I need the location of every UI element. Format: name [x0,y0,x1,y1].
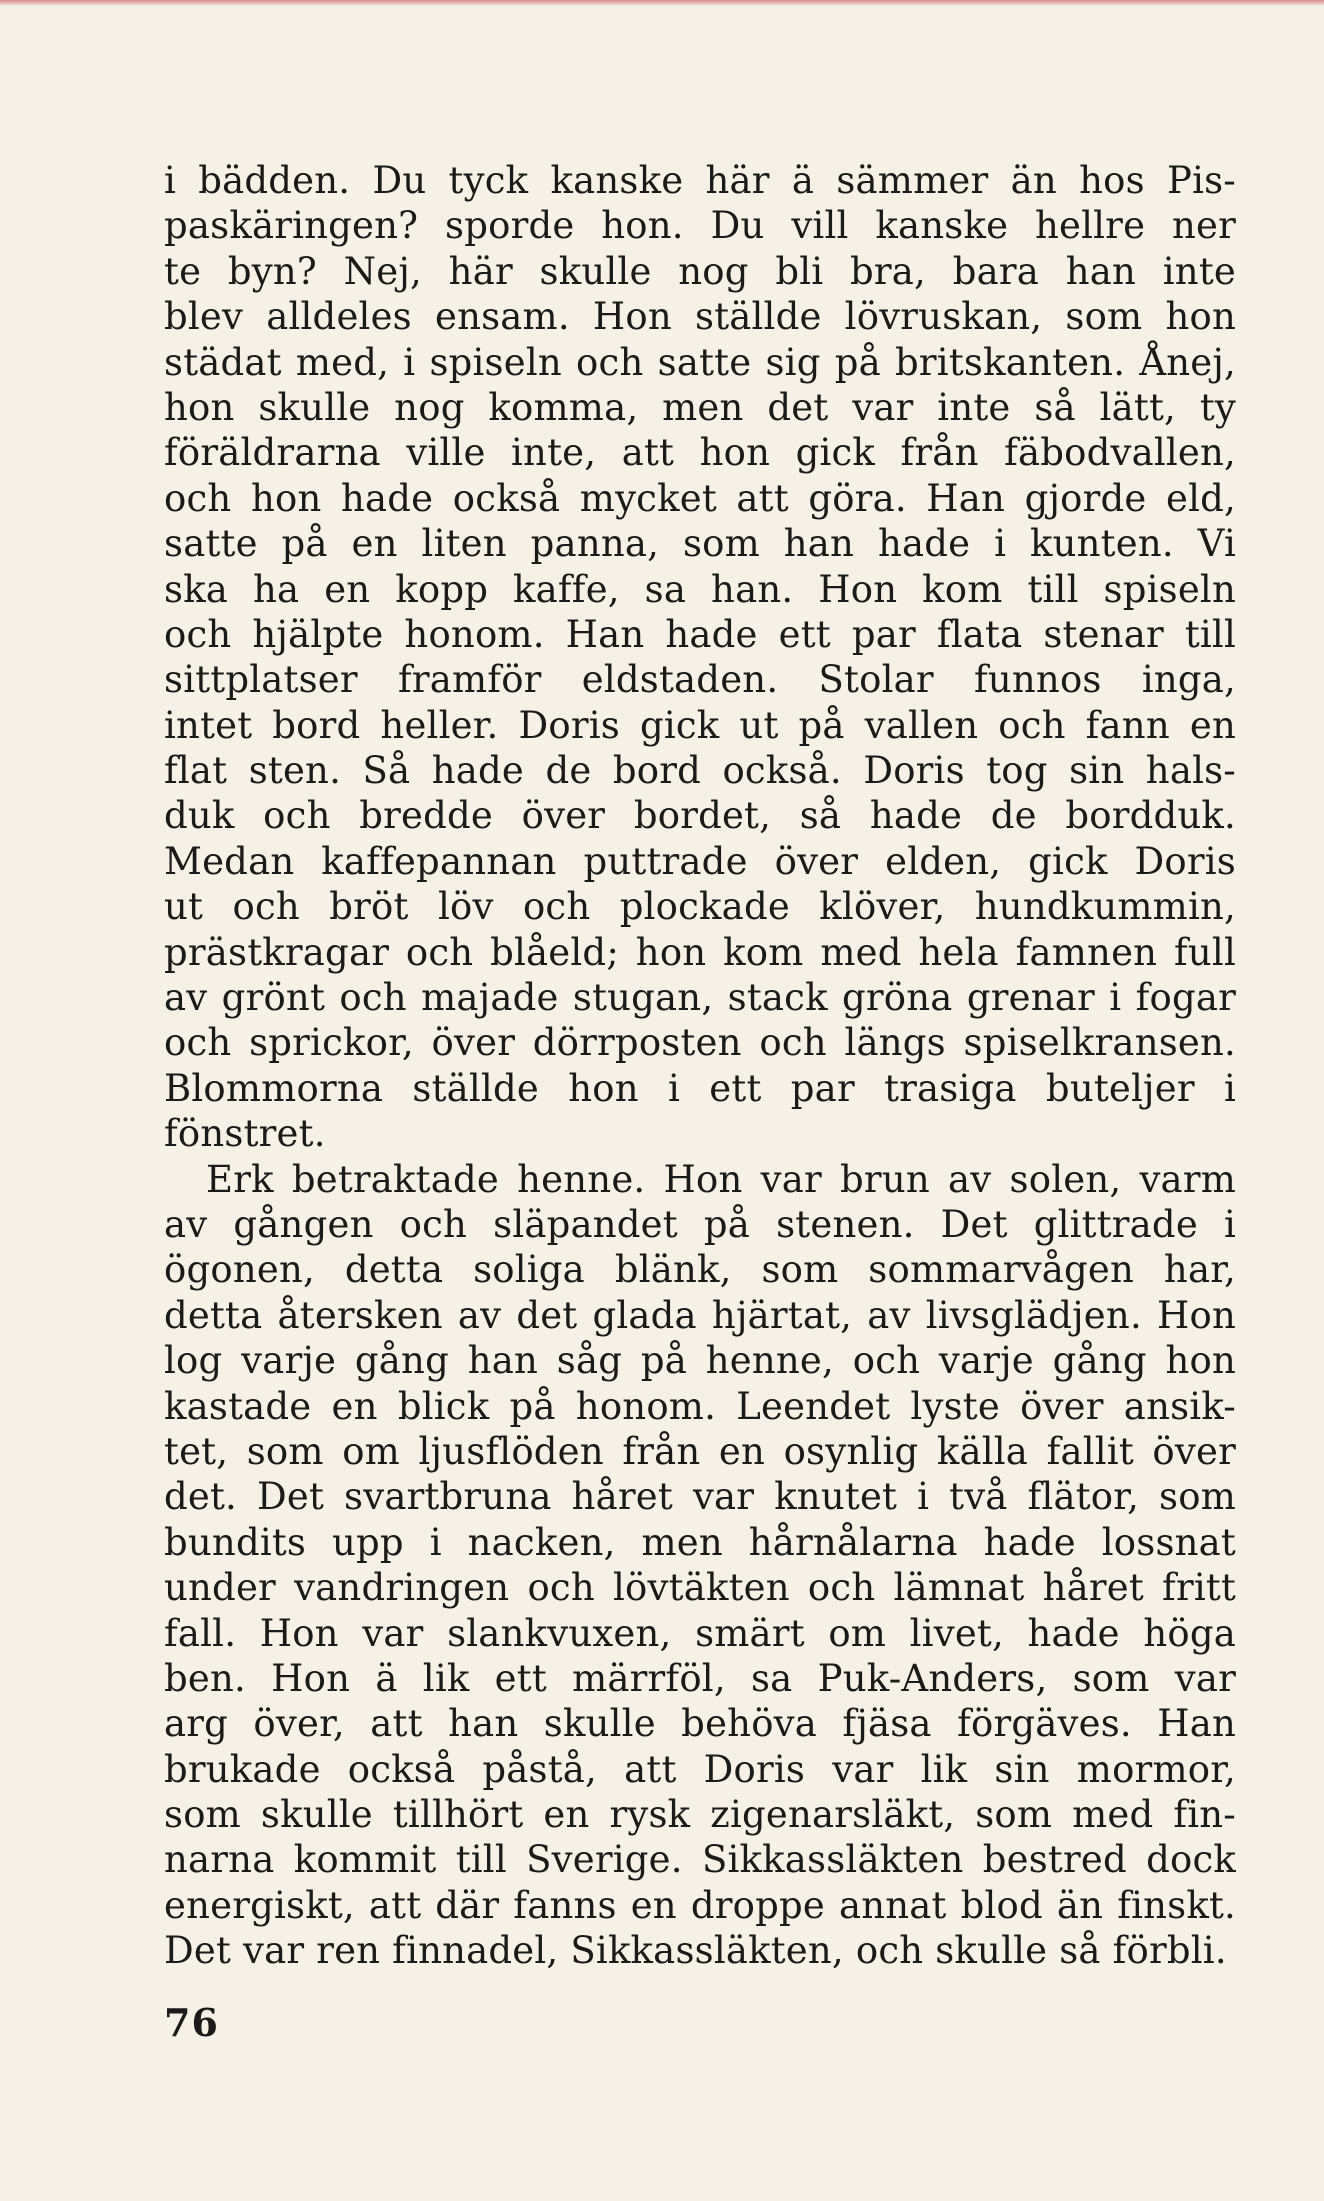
text-line: narna kommit till Sverige. Sikkassläkten bestred dock [164,1838,1236,1882]
text-line: och hon hade också mycket att göra. Han gjorde eld, [164,476,1236,520]
text-line: föräldrarna ville inte, att hon gick från fäbodvallen, [164,431,1236,475]
paragraph-2 [164,1157,1236,1974]
text-line: kastade en blick på honom. Leendet lyste över ansik- [164,1384,1236,1428]
text-line: bundits upp i nacken, men hårnålarna hade lossnat [164,1520,1236,1564]
text-line: duk och bredde över bordet, så hade de bordduk. [164,794,1236,838]
text-line: Blommorna ställde hon i ett par trasiga buteljer i [164,1066,1236,1110]
text-line: ut och bröt löv och plockade klöver, hundkummin, [164,885,1236,929]
text-line: ögonen, detta soliga blänk, som sommarvågen har, [164,1248,1236,1292]
text-line: städat med, i spiseln och satte sig på britskanten. Ånej, [164,340,1236,384]
text-line: ben. Hon ä lik ett märrföl, sa Puk-Anders, som var [164,1656,1236,1700]
text-line: fönstret. [164,1112,326,1156]
page-top-edge [0,0,1324,6]
text-line: det. Det svartbruna håret var knutet i två flätor, som [164,1475,1236,1519]
text-line: av grönt och majade stugan, stack gröna grenar i fogar [164,976,1236,1020]
text-line: hon skulle nog komma, men det var inte så lätt, ty [164,385,1236,429]
text-line: detta återsken av det glada hjärtat, av livsglädjen. Hon [164,1293,1236,1337]
text-line: tet, som om ljusflöden från en osynlig källa fallit över [164,1429,1236,1473]
text-line: Medan kaffepannan puttrade över elden, gick Doris [164,839,1236,883]
text-line: Det var ren finnadel, Sikkassläkten, och skulle så förbli. [164,1929,1227,1973]
text-line: och hjälpte honom. Han hade ett par flata stenar till [164,612,1236,656]
text-line: blev alldeles ensam. Hon ställde lövruskan, som hon [164,295,1236,339]
text-line: flat sten. Så hade de bord också. Doris tog sin hals- [164,749,1236,793]
text-line: fall. Hon var slankvuxen, smärt om livet, hade höga [164,1611,1236,1655]
text-line: Erk betraktade henne. Hon var brun av solen, varm [206,1157,1236,1201]
text-line: ska ha en kopp kaffe, sa han. Hon kom till spiseln [164,567,1236,611]
text-line: prästkragar och blåeld; hon kom med hela famnen full [164,930,1236,974]
text-line: satte på en liten panna, som han hade i kunten. Vi [164,522,1236,566]
text-line: och sprickor, över dörrposten och längs spiselkransen. [164,1021,1236,1065]
paragraph-1 [164,158,1236,1157]
text-line: te byn? Nej, här skulle nog bli bra, bara han inte [164,249,1236,293]
text-line: paskäringen? sporde hon. Du vill kanske hellre ner [164,204,1236,248]
text-line: som skulle tillhört en rysk zigenarsläkt, som med fin- [164,1793,1236,1837]
page-number: 76 [164,2000,219,2045]
text-line: sittplatser framför eldstaden. Stolar funnos inga, [164,658,1236,702]
text-line: log varje gång han såg på henne, och varje gång hon [164,1339,1236,1383]
text-line: i bädden. Du tyck kanske här ä sämmer än hos Pis- [164,159,1236,202]
text-line: av gången och släpandet på stenen. Det glittrade i [164,1202,1236,1246]
body-text [164,158,1236,1974]
text-line: under vandringen och lövtäkten och lämnat håret fritt [164,1566,1236,1610]
text-line: intet bord heller. Doris gick ut på vallen och fann en [164,703,1236,747]
text-line: energiskt, att där fanns en droppe annat blod än finskt. [164,1883,1236,1927]
text-line: arg över, att han skulle behöva fjäsa förgäves. Han [164,1702,1236,1746]
text-line: brukade också påstå, att Doris var lik sin mormor, [164,1747,1236,1791]
